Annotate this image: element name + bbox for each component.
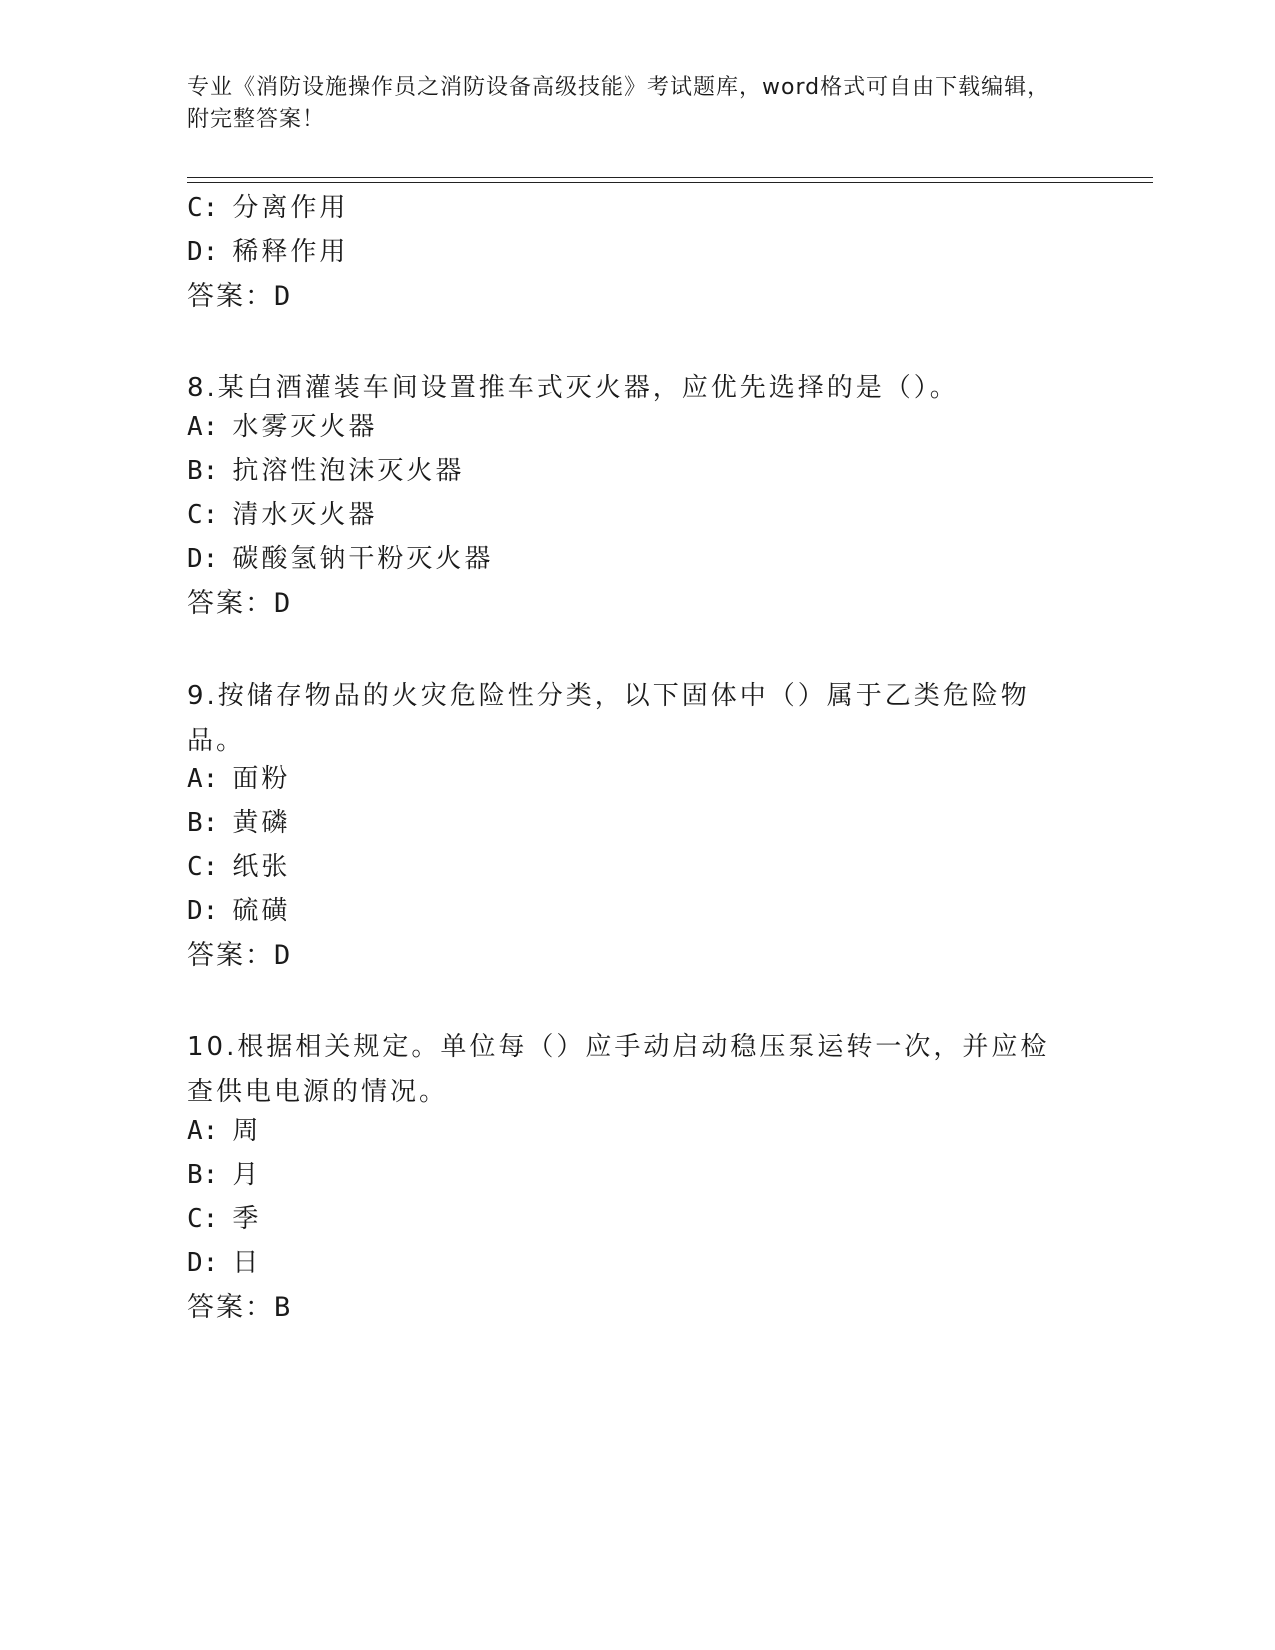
- answer-value: B: [274, 1292, 291, 1323]
- q8-answer-line: [187, 587, 290, 621]
- option-text: 硫磺: [232, 896, 291, 926]
- option-key: A:: [187, 1116, 219, 1146]
- q9-answer-line: [187, 939, 290, 973]
- q9-option-c: [187, 850, 290, 884]
- option-text: 周: [232, 1116, 262, 1146]
- q10-option-c: [187, 1202, 261, 1236]
- option-key: B:: [187, 456, 219, 486]
- q8-option-d: [187, 542, 493, 576]
- answer-label: 答案：: [187, 940, 274, 971]
- option-c: [187, 191, 348, 225]
- option-text: 纸张: [232, 852, 291, 882]
- answer-value: D: [274, 281, 291, 312]
- option-key: B:: [187, 1160, 219, 1190]
- option-text: 抗溶性泡沫灭火器: [232, 456, 465, 486]
- option-text: 水雾灭火器: [232, 412, 378, 442]
- option-text: 日: [232, 1248, 262, 1278]
- option-key: D:: [187, 237, 219, 267]
- option-text: 碳酸氢钠干粉灭火器: [232, 544, 494, 574]
- option-text: 月: [232, 1160, 262, 1190]
- answer-label: 答案：: [187, 588, 274, 619]
- option-key: A:: [187, 412, 219, 442]
- header-divider-top: [187, 177, 1153, 178]
- option-text: 季: [232, 1204, 262, 1234]
- q9-option-d: [187, 894, 290, 928]
- option-text: 稀释作用: [232, 237, 349, 267]
- q10-option-a: [187, 1114, 261, 1148]
- header-divider-bottom: [187, 182, 1153, 183]
- question-9-stem: 9.按储存物品的火灾危险性分类，以下固体中（）属于乙类危险物品。: [187, 681, 1030, 756]
- option-key: A:: [187, 764, 219, 794]
- option-d: [187, 235, 348, 269]
- answer-label: 答案：: [187, 1292, 274, 1323]
- option-key: D:: [187, 544, 219, 574]
- q8-option-b: [187, 454, 464, 488]
- option-key: D:: [187, 1248, 219, 1278]
- q10-answer-line: [187, 1291, 290, 1325]
- answer-label: 答案：: [187, 281, 274, 312]
- answer-line: [187, 280, 290, 314]
- option-text: 黄磷: [232, 808, 291, 838]
- question-8-stem: 8.某白酒灌装车间设置推车式灭火器，应优先选择的是（）。: [187, 373, 959, 403]
- answer-value: D: [274, 940, 291, 971]
- q10-option-d: [187, 1246, 261, 1280]
- option-text: 清水灭火器: [232, 500, 378, 530]
- answer-value: D: [274, 588, 291, 619]
- option-key: C:: [187, 500, 219, 530]
- option-text: 面粉: [232, 764, 291, 794]
- option-key: B:: [187, 808, 219, 838]
- question-10-stem: 10.根据相关规定。单位每（）应手动启动稳压泵运转一次，并应检查供电电源的情况。: [187, 1032, 1050, 1107]
- option-key: C:: [187, 1204, 219, 1234]
- option-key: C:: [187, 852, 219, 882]
- option-key: D:: [187, 896, 219, 926]
- q8-option-c: [187, 498, 377, 532]
- q10-option-b: [187, 1158, 261, 1192]
- q8-option-a: [187, 410, 377, 444]
- q9-option-a: [187, 762, 290, 796]
- document-header: 专业《消防设施操作员之消防设备高级技能》考试题库，word格式可自由下载编辑，附完整答案！: [187, 75, 1051, 132]
- q9-option-b: [187, 806, 290, 840]
- option-key: C:: [187, 193, 219, 223]
- option-text: 分离作用: [232, 193, 349, 223]
